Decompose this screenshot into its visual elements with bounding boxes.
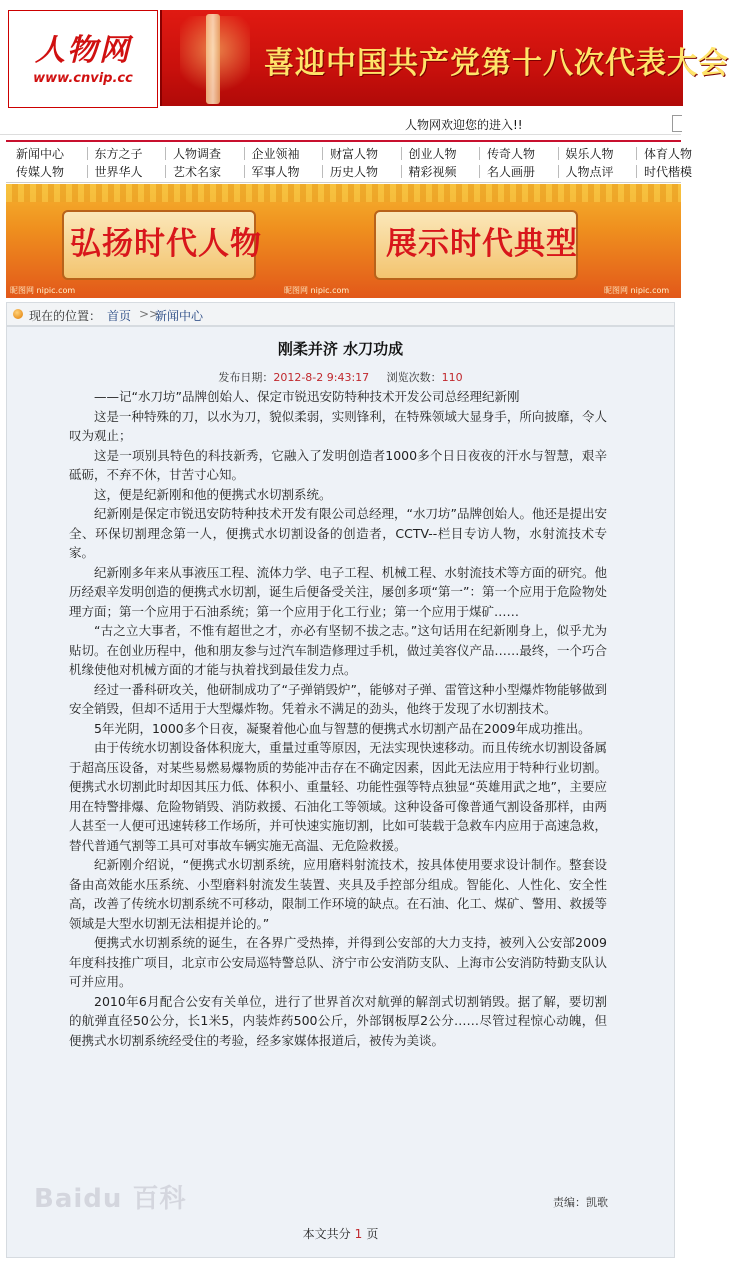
article-paragraph: 纪新刚是保定市锐迅安防特种技术开发有限公司总经理，“水刀坊”品牌创始人。他还是提出安全、环保切割理念第一人，便携式水切割设备的创造者，CCTV--栏目专访人物，水射流技术专家。 (69, 506, 607, 560)
header-banner (160, 10, 729, 106)
breadcrumb-home-link[interactable]: 首页 (107, 309, 132, 323)
breadcrumb-section-link[interactable]: 新闻中心 (155, 309, 204, 323)
nav-separator (322, 147, 323, 160)
pager-page-link[interactable]: 1 (354, 1227, 363, 1241)
nav-item[interactable]: 体育人物 (644, 147, 693, 161)
article-meta (7, 369, 674, 385)
article-title: 刚柔并济 水刀功成 (277, 340, 404, 358)
hero-watermark-1: 昵图网 nipic.com (10, 286, 76, 295)
nav-separator (479, 165, 480, 178)
article-panel (6, 326, 675, 1258)
nav-separator (636, 165, 637, 178)
nav-separator (322, 165, 323, 178)
location-icon (13, 309, 23, 319)
nav-item[interactable]: 时代楷模 (644, 165, 693, 179)
hero-banner (6, 184, 681, 298)
site-header (0, 0, 729, 112)
logo-url: www.cnvip.cc (33, 71, 133, 86)
banner-slogan: 喜迎中国共产党第十八次代表大会 (264, 46, 729, 81)
nav-separator (401, 147, 402, 160)
nav-item[interactable]: 人物调查 (173, 147, 222, 161)
nav-item[interactable]: 企业领袖 (251, 147, 300, 161)
nav-separator (87, 147, 88, 160)
article-paragraph: 这是一种特殊的刀，以水为刀，貌似柔弱，实则锋利，在特殊领域大显身手，所向披靡，令人叹为观止； (69, 408, 607, 443)
article-paragraph: 纪新刚介绍说，“便携式水切割系统，应用磨料射流技术，按具体使用要求设计制作。整套设备由高效能水压系统、小型磨料射流发生装置、夹具及手控部分组成。智能化、人性化、安全性高，改善了传统水切割系统不可移动，限制工作环境的缺点。在石油、化工、煤矿、警用、救援等领域是大型水切割无法相提并论的。” (69, 857, 607, 931)
nav-separator (401, 165, 402, 178)
article-paragraph: 便携式水切割系统的诞生，在各界广受热捧，并得到公安部的大力支持，被列入公安部2009年度科技推广项目，北京市公安局巡特警总队、济宁市公安消防支队、上海市公安消防特勤支队认可并应用。 (69, 935, 607, 989)
nav-item[interactable]: 精彩视频 (408, 165, 457, 179)
article-paragraph: 这，便是纪新刚和他的便携式水切割系统。 (94, 486, 332, 502)
view-count: 110 (441, 371, 463, 384)
nav-item[interactable]: 世界华人 (94, 165, 143, 179)
nav-item[interactable]: 军事人物 (251, 165, 300, 179)
main-nav (6, 140, 693, 183)
article-editor: 责编：凯歌 (553, 1196, 608, 1209)
nav-item[interactable]: 娱乐人物 (565, 147, 614, 161)
nav-separator (558, 165, 559, 178)
article-paragraph: 5年光阴，1000多个日夜，凝聚着他心血与智慧的便携式水切割产品在2009年成功推出。 (94, 720, 591, 736)
article-paragraph: 经过一番科研攻关，他研制成功了“子弹销毁炉”，能够对子弹、雷管这种小型爆炸物能够做到安全销毁，但却不适用于大型爆炸物。凭着永不满足的劲头，他终于发现了水切割技术。 (69, 681, 607, 716)
article-body (69, 387, 607, 1050)
article-paragraph: 纪新刚多年来从事液压工程、流体力学、电子工程、机械工程、水射流技术等方面的研究。他历经艰辛发明创造的便携式水切割，诞生后便备受关注，屡创多项“第一”：第一个应用于危险物处理方面；第一个应用于石油系统；第一个应用于化工行业；第一个应用于煤矿…… (69, 564, 607, 619)
nav-separator (165, 147, 166, 160)
site-logo[interactable] (8, 10, 158, 108)
nav-item[interactable]: 人物点评 (565, 165, 614, 179)
article-paragraph: 2010年6月配合公安有关单位，进行了世界首次对航弹的解剖式切割销毁。据了解，要切割的航弹直径50公分，长1米5，内装炸药500公斤，外部钢板厚2公分……尽管过程惊心动魄，但便携式水切割系统经受住的考验，经多家媒体报道后，被传为美谈。 (69, 993, 607, 1048)
nav-separator (165, 165, 166, 178)
views-label: 浏览次数： (386, 371, 442, 384)
baidu-watermark: Baidu 百科 (34, 1184, 187, 1214)
welcome-bar (0, 112, 681, 135)
hero-slogan-left: 弘扬时代人物 (70, 226, 262, 262)
pager-suffix: 页 (366, 1227, 379, 1241)
welcome-box (672, 115, 682, 132)
nav-separator (87, 165, 88, 178)
hero-slogan-right: 展示时代典型 (386, 226, 578, 262)
nav-separator (244, 165, 245, 178)
nav-separator (244, 147, 245, 160)
nav-item[interactable]: 财富人物 (330, 147, 379, 161)
nav-item[interactable]: 创业人物 (408, 147, 457, 161)
pillar-icon (206, 14, 220, 104)
nav-item[interactable]: 名人画册 (487, 165, 536, 179)
logo-text: 人物网 (35, 33, 131, 68)
nav-separator (636, 147, 637, 160)
hero-watermark-2: 昵图网 nipic.com (284, 286, 350, 295)
nav-item[interactable]: 历史人物 (330, 165, 379, 179)
nav-separator (479, 147, 480, 160)
article-paragraph: 由于传统水切割设备体积庞大，重量过重等原因，无法实现快速移动。而且传统水切割设备属于超高压设备，对某些易燃易爆物质的势能冲击存在不确定因素，因此无法应用于特种行业切割。便携式水切割此时却因其压力低、体积小、重量轻、功能性强等特点独显“英雄用武之地”，主要应用在特警排爆、危险物销毁、消防救援、石油化工等领域。这种设备可像普通气割设备那样，由两人甚至一人便可迅速转移工作场所，并可快速实施切割，比如可装载于急救车内应用于高速急救，替代普通气割等工具可对事故车辆实施无高温、无危险救援。 (69, 740, 607, 853)
nav-item[interactable]: 传奇人物 (487, 147, 536, 161)
breadcrumb-separator: >> (139, 307, 160, 321)
breadcrumb-label: 现在的位置： (29, 309, 102, 323)
hero-watermark-3: 昵图网 nipic.com (604, 286, 670, 295)
breadcrumb (6, 302, 675, 326)
nav-item[interactable]: 东方之子 (94, 147, 143, 161)
nav-item[interactable]: 新闻中心 (16, 147, 65, 161)
welcome-text: 人物网欢迎您的进入!! (405, 118, 523, 132)
date-label: 发布日期： (218, 371, 274, 384)
article-paragraph: ——记“水刀坊”品牌创始人、保定市锐迅安防特种技术开发公司总经理纪新刚 (94, 389, 520, 404)
article-paragraph: 这是一项别具特色的科技新秀，它融入了发明创造者1000多个日日夜夜的汗水与智慧，艰辛砥砺，不弃不休，甘苦寸心知。 (69, 447, 607, 482)
article-paragraph: “古之立大事者，不惟有超世之才，亦必有坚韧不拔之志。”这句话用在纪新刚身上，似乎尤为贴切。在创业历程中，他和朋友参与过汽车制造修理过手机，做过美容仪产品……最终，一个巧合机缘使他对机械方面的才能与执着找到最佳发力点。 (69, 623, 607, 677)
nav-item[interactable]: 传媒人物 (16, 165, 65, 179)
publish-date: 2012-8-2 9:43:17 (273, 371, 370, 384)
nav-separator (558, 147, 559, 160)
pagination (7, 1225, 674, 1242)
nav-item[interactable]: 艺术名家 (173, 165, 222, 179)
pager-prefix: 本文共分 (302, 1227, 351, 1241)
